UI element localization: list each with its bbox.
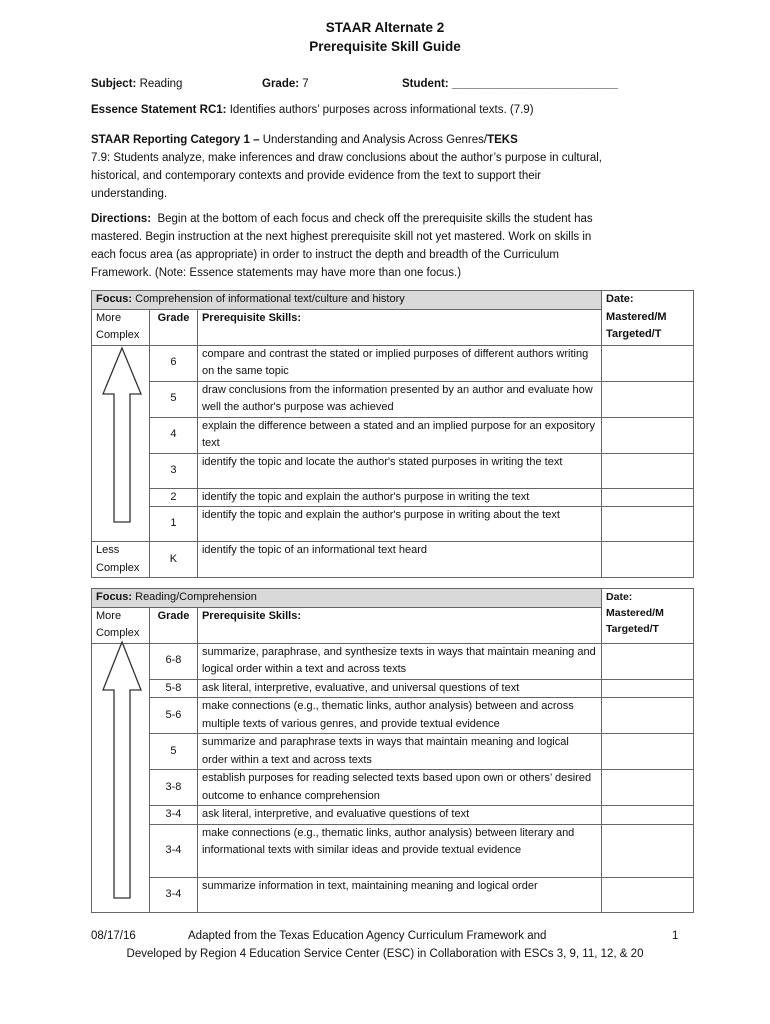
date-cell[interactable]: [602, 507, 694, 542]
more-complex-label: More Complex: [92, 309, 150, 345]
date-cell[interactable]: [602, 698, 694, 734]
table-row: 2 identify the topic and explain the author's purpose in writing the text: [92, 488, 694, 507]
date-cell[interactable]: [602, 453, 694, 488]
date-cell[interactable]: [602, 806, 694, 825]
date-cell[interactable]: [602, 643, 694, 679]
grade-line: [262, 75, 309, 93]
focus-title: Focus: Reading/Comprehension: [92, 589, 602, 608]
table-row: 3-4 make connections (e.g., thematic links, author analysis) between literary and informational texts with similar ideas and provide textual evidence: [92, 824, 694, 877]
table-row: 3 identify the topic and locate the author's stated purposes in writing the text: [92, 453, 694, 488]
grade-header: Grade: [149, 607, 197, 643]
grade-value: 7: [302, 78, 309, 90]
date-cell[interactable]: [602, 877, 694, 912]
date-cell[interactable]: [602, 824, 694, 877]
student-field[interactable]: __________________________: [451, 78, 619, 90]
directions-line-1: Directions: Begin at the bottom of each focus and check off the prerequisite skills the student has: [91, 213, 593, 225]
directions: [91, 210, 681, 282]
date-cell[interactable]: [602, 417, 694, 453]
date-cell[interactable]: [602, 381, 694, 417]
more-complex-label: More Complex: [92, 607, 150, 643]
focus-header-row: [92, 291, 694, 310]
page-subtitle: Prerequisite Skill Guide: [309, 39, 461, 54]
up-arrow-icon: [100, 640, 144, 902]
date-cell[interactable]: [602, 488, 694, 507]
focus-header-row: [92, 589, 694, 608]
reporting-line-1: STAAR Reporting Category 1 – Understanding and Analysis Across Genres/TEKS: [91, 134, 518, 146]
date-cell[interactable]: [602, 770, 694, 806]
table-row: 6 compare and contrast the stated or implied purposes of different authors writing on the same topic: [92, 345, 694, 381]
table-row: 5 summarize and paraphrase texts in ways that maintain meaning and logical order within a text and across texts: [92, 734, 694, 770]
reporting-category: [91, 131, 681, 203]
table-row: 1 identify the topic and explain the author's purpose in writing about the text: [92, 507, 694, 542]
less-complex-label: Less Complex: [92, 542, 150, 578]
directions-line-4: Framework. (Note: Essence statements may have more than one focus.): [91, 267, 462, 279]
table-row: 3-4 ask literal, interpretive, and evaluative questions of text: [92, 806, 694, 825]
student-line: [402, 75, 618, 93]
up-arrow-icon: [100, 346, 144, 526]
date-header: Date: Mastered/M Targeted/T: [602, 291, 694, 346]
essence-statement: [91, 101, 534, 119]
directions-line-2: mastered. Begin instruction at the next highest prerequisite skill not yet mastered. Work on skills in: [91, 231, 592, 243]
subject-line: [91, 75, 182, 93]
date-cell[interactable]: [602, 542, 694, 578]
student-label: Student:: [402, 78, 449, 90]
table-row: 5-6 make connections (e.g., thematic links, author analysis) between and across multiple texts of various genres, and provide textual evidence: [92, 698, 694, 734]
reporting-line-3: historical, and contemporary contexts and provide evidence from the text to support their: [91, 170, 542, 182]
table-row: 6-8 summarize, paraphrase, and synthesize texts in ways that maintain meaning and logical order within a text and across texts: [92, 643, 694, 679]
date-cell[interactable]: [602, 679, 694, 698]
footer-date: 08/17/16: [91, 930, 136, 942]
skills-header: Prerequisite Skills:: [197, 607, 601, 643]
table-row: 3-4 summarize information in text, maintaining meaning and logical order: [92, 877, 694, 912]
footer-line-1: Adapted from the Texas Education Agency Curriculum Framework and: [188, 930, 547, 942]
table-row: 3-8 establish purposes for reading selected texts based upon own or others’ desired outcome to enhance comprehension: [92, 770, 694, 806]
table-row: 4 explain the difference between a stated and an implied purpose for an expository text: [92, 417, 694, 453]
table-row: Less Complex K identify the topic of an informational text heard: [92, 542, 694, 578]
subject-value: Reading: [139, 78, 183, 90]
date-cell[interactable]: [602, 734, 694, 770]
page-number: 1: [672, 930, 679, 942]
footer-line-2: Developed by Region 4 Education Service Center (ESC) in Collaboration with ESCs 3, 9, 11, 12, & 20: [126, 948, 644, 960]
focus-table-2: [91, 588, 694, 913]
page-title: STAAR Alternate 2: [325, 20, 445, 35]
skills-header: Prerequisite Skills:: [197, 309, 601, 345]
subject-label: Subject:: [91, 78, 137, 90]
focus-title: Focus: Comprehension of informational text/culture and history: [92, 291, 602, 310]
focus-table-1: [91, 290, 694, 578]
table-row: 5-8 ask literal, interpretive, evaluative, and universal questions of text: [92, 679, 694, 698]
reporting-line-2: 7.9: Students analyze, make inferences and draw conclusions about the author’s purpose in cultural,: [91, 152, 602, 164]
reporting-line-4: understanding.: [91, 188, 168, 200]
grade-header: Grade: [149, 309, 197, 345]
essence-text: Identifies authors’ purposes across informational texts. (7.9): [229, 104, 534, 116]
directions-line-3: each focus area (as appropriate) in order to instruct the depth and breadth of the Curriculum: [91, 249, 559, 261]
grade-label: Grade:: [262, 78, 300, 90]
essence-label: Essence Statement RC1:: [91, 104, 227, 116]
table-row: 5 draw conclusions from the information presented by an author and evaluate how well the author's purpose was achieved: [92, 381, 694, 417]
date-header: Date: Mastered/M Targeted/T: [602, 589, 694, 644]
date-cell[interactable]: [602, 345, 694, 381]
